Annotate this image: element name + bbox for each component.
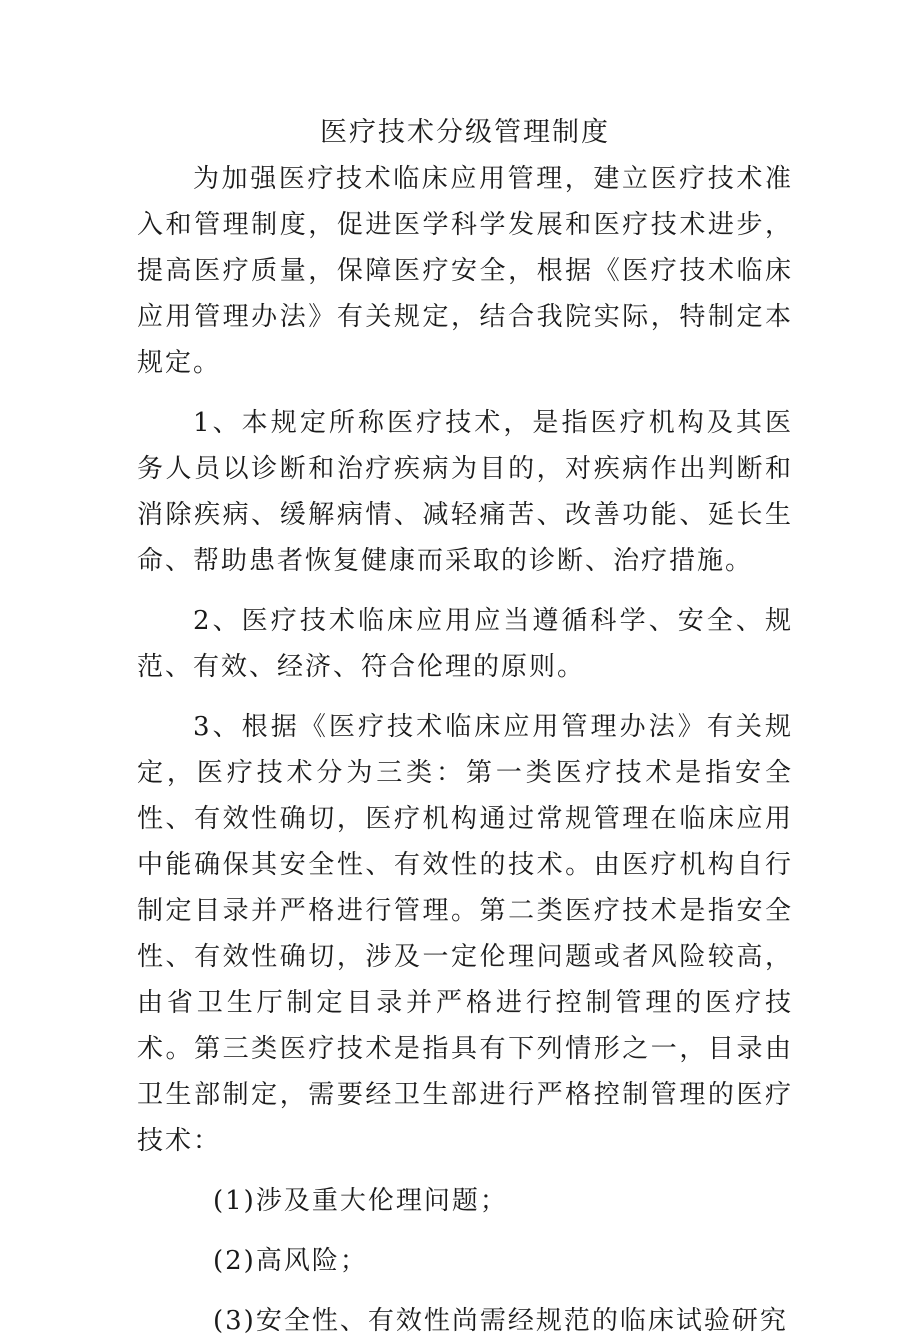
document-body	[137, 110, 793, 1344]
condition-list	[137, 1178, 793, 1344]
condition-item-1: (1)涉及重大伦理问题；	[213, 1186, 508, 1216]
intro-paragraph: 为加强医疗技术临床应用管理，建立医疗技术准入和管理制度，促进医学科学发展和医疗技术进步，提高医疗质量，保障医疗安全，根据《医疗技术临床应用管理办法》有关规定，结合我院实际，特制定本规定。	[137, 164, 793, 378]
clause-1-paragraph: 1、本规定所称医疗技术，是指医疗机构及其医务人员以诊断和治疗疾病为目的，对疾病作出判断和消除疾病、缓解病情、减轻痛苦、改善功能、延长生命、帮助患者恢复健康而采取的诊断、治疗措施。	[137, 408, 793, 576]
document-title: 医疗技术分级管理制度	[320, 117, 610, 148]
condition-item-3: (3)安全性、有效性尚需经规范的临床试验研究	[213, 1306, 788, 1336]
clause-2-paragraph: 2、医疗技术临床应用应当遵循科学、安全、规范、有效、经济、符合伦理的原则。	[137, 606, 793, 682]
condition-item-2: (2)高风险；	[213, 1246, 368, 1276]
clause-3-paragraph: 3、根据《医疗技术临床应用管理办法》有关规定，医疗技术分为三类：第一类医疗技术是指安全性、有效性确切，医疗机构通过常规管理在临床应用中能确保其安全性、有效性的技术。由医疗机构自行制定目录并严格进行管理。第二类医疗技术是指安全性、有效性确切，涉及一定伦理问题或者风险较高，由省卫生厅制定目录并严格进行控制管理的医疗技术。第三类医疗技术是指具有下列情形之一，目录由卫生部制定，需要经卫生部进行严格控制管理的医疗技术：	[137, 712, 793, 1156]
